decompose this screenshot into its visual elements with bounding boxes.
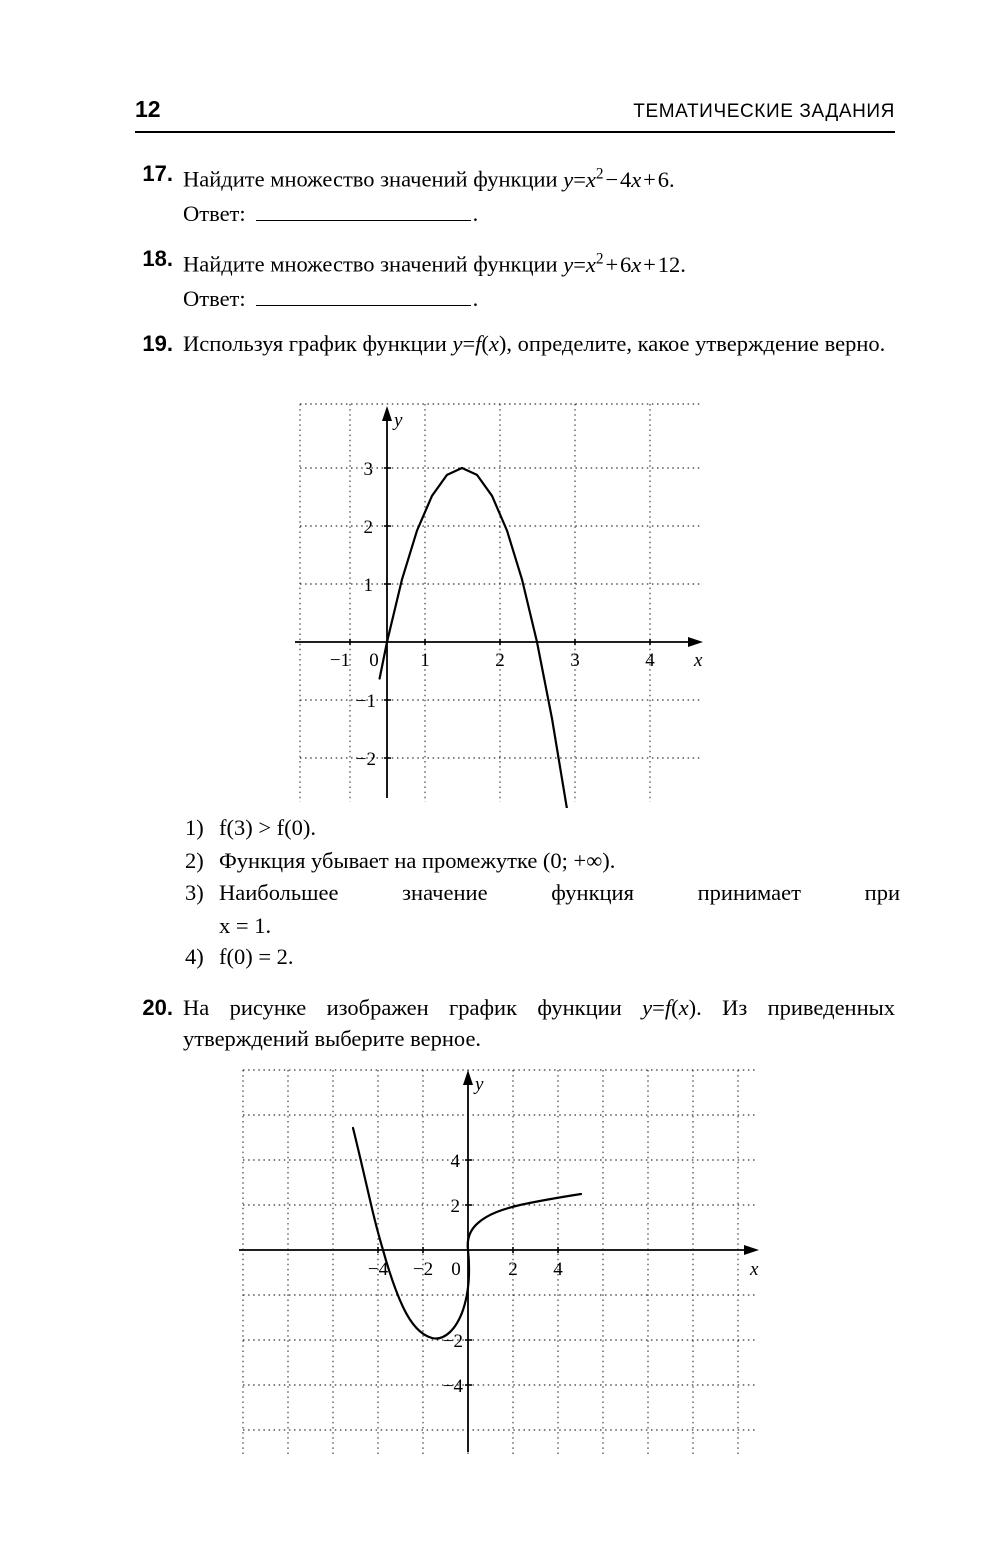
option-3-text: Наибольшее значение функция принимает при — [219, 880, 900, 905]
x-tick-1: 1 — [420, 650, 430, 671]
task-18-answer-line: Ответ: . — [183, 285, 479, 311]
task-19 — [135, 328, 895, 359]
y-axis-label: y — [475, 1074, 484, 1095]
y-tick--4: −4 — [442, 1376, 463, 1397]
x-tick-0: 0 — [369, 650, 379, 671]
task-17 — [135, 158, 895, 229]
option-1-label: 1) — [185, 815, 204, 840]
x-axis-label: x — [750, 1259, 759, 1280]
figure-19 — [270, 398, 730, 813]
x-tick--1: −1 — [329, 650, 351, 671]
task-19-formula: y=f(x), — [452, 331, 513, 356]
task-17-answer-label: Ответ: — [183, 200, 246, 226]
header-title: ТЕМАТИЧЕСКИЕ ЗАДАНИЯ — [633, 101, 895, 122]
option-2[interactable] — [185, 845, 900, 877]
option-4-text: f(0) = 2. — [219, 944, 294, 969]
curve-20-helper — [353, 1129, 447, 1343]
task-17-answer-line: Ответ: . — [183, 200, 479, 226]
task-18-formula: $y=x^2$ + 6x + 12. — [563, 250, 686, 277]
task-18-answer-blank[interactable] — [256, 286, 471, 306]
task-20-formula: y=f(x). — [642, 995, 702, 1020]
x-axis-label: x — [694, 650, 703, 671]
y-tick-4: 4 — [450, 1151, 460, 1172]
task-19-text — [183, 328, 895, 359]
y-tick-3: 3 — [363, 459, 373, 480]
task-19-number: 19. — [142, 331, 173, 356]
task-20-number: 20. — [142, 995, 173, 1020]
task-18 — [135, 243, 895, 314]
header-divider — [135, 131, 895, 133]
x-tick-3: 3 — [570, 650, 580, 671]
option-3[interactable] — [185, 877, 900, 909]
task-18-answer-label: Ответ: — [183, 285, 246, 311]
x-tick-0: 0 — [451, 1259, 461, 1280]
task-20-sentence-2: Из приведенных утверждений выберите верное. — [183, 995, 895, 1051]
y-tick-2: 2 — [363, 517, 373, 538]
option-2-text: Функция убывает на промежутке (0; +∞). — [219, 847, 616, 873]
option-2-label: 2) — [185, 847, 204, 873]
y-tick-2: 2 — [450, 1196, 460, 1217]
option-1-text: f(3) > f(0). — [219, 815, 317, 840]
figure-19-svg — [270, 398, 730, 808]
x-tick-4: 4 — [645, 650, 655, 671]
x-tick-2: 2 — [508, 1259, 518, 1280]
task-19-sentence-1: Используя график функции — [183, 331, 447, 356]
option-4[interactable] — [185, 941, 900, 973]
axis-labels — [368, 1074, 759, 1397]
page-number: 12 — [135, 96, 161, 122]
task-18-text — [183, 243, 895, 280]
task-17-number: 17. — [142, 161, 173, 186]
x-tick-2: 2 — [495, 650, 505, 671]
grid — [243, 1070, 755, 1454]
y-axis-label: y — [394, 410, 403, 431]
figure-20-svg — [225, 1062, 795, 1462]
option-1[interactable] — [185, 812, 900, 844]
axes — [239, 1070, 759, 1452]
task-19-options — [185, 812, 900, 974]
task-18-sentence: Найдите множество значений функции — [183, 251, 558, 277]
x-tick--4: −4 — [367, 1259, 389, 1280]
task-20-text — [183, 992, 895, 1054]
task-20-sentence-1: На рисунке изображен график функции — [183, 995, 622, 1020]
y-tick--2: −2 — [355, 749, 376, 770]
task-17-text — [183, 158, 895, 195]
y-tick-1: 1 — [363, 575, 373, 596]
grid — [300, 404, 700, 802]
x-tick--2: −2 — [412, 1259, 434, 1280]
task-17-answer-blank[interactable] — [256, 201, 471, 221]
axes — [295, 406, 703, 798]
figure-20 — [225, 1062, 795, 1467]
y-tick--2: −2 — [442, 1331, 463, 1352]
task-17-formula: $y=x^2$ − 4x + 6. — [563, 165, 675, 192]
curve-19 — [380, 468, 567, 808]
option-3-continuation: x = 1. — [219, 912, 272, 938]
task-20 — [135, 992, 895, 1054]
x-tick-4: 4 — [553, 1259, 563, 1280]
option-4-label: 4) — [185, 944, 204, 969]
option-3-label: 3) — [185, 880, 204, 905]
axis-labels — [330, 410, 703, 770]
task-18-number: 18. — [142, 246, 173, 271]
y-tick--1: −1 — [355, 691, 376, 712]
task-19-sentence-2: определите, какое утверждение верно. — [517, 331, 886, 356]
task-17-sentence: Найдите множество значений функции — [183, 166, 558, 192]
page-header — [135, 96, 895, 123]
